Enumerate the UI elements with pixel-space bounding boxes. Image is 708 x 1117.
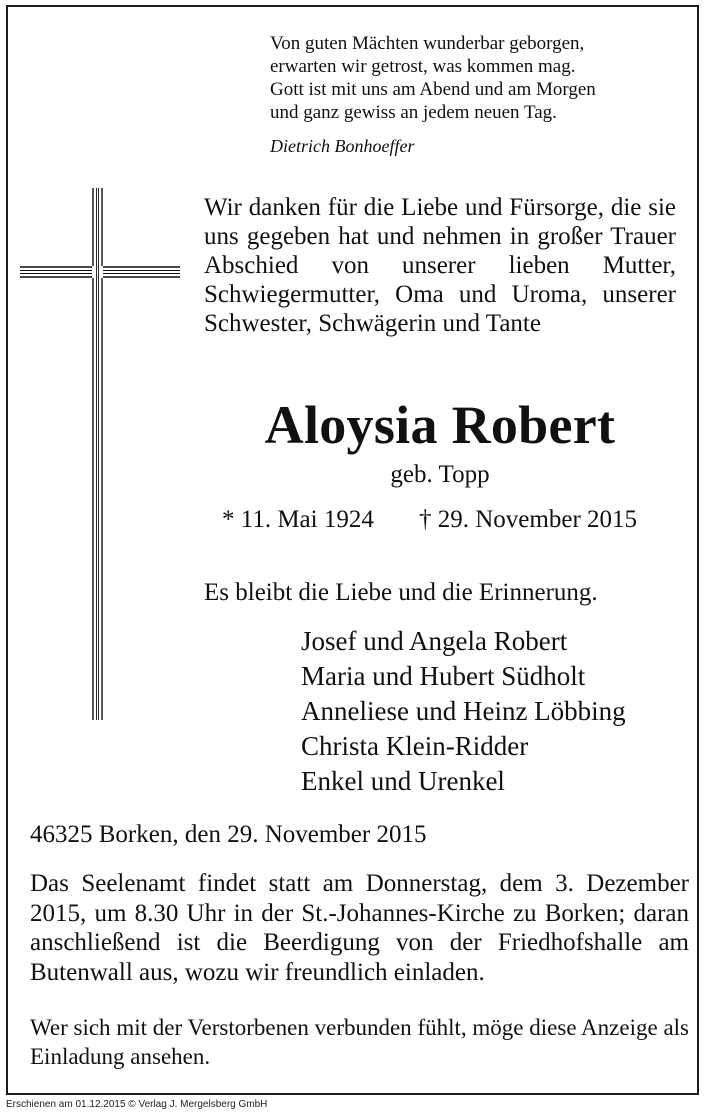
memory-line: Es bleibt die Liebe und die Erinnerung. [204, 579, 598, 606]
poem-line: Von guten Mächten wunderbar geborgen, [270, 33, 585, 54]
mourner-entry: Josef und Angela Robert [301, 626, 568, 656]
deceased-name: Aloysia Robert [264, 395, 616, 455]
publication-footer: Erschienen am 01.12.2015 © Verlag J. Mergelsberg GmbH [6, 1099, 268, 1110]
poem [270, 32, 690, 124]
birth-name: geb. Topp [390, 461, 490, 488]
poem-author: Dietrich Bonhoeffer [270, 136, 415, 156]
poem-line: und ganz gewiss an jedem neuen Tag. [270, 102, 557, 123]
mourner-entry: Maria und Hubert Südholt [301, 661, 586, 691]
poem-line: Gott ist mit uns am Abend und am Morgen [270, 79, 596, 100]
mourner-entry: Anneliese und Heinz Löbbing [301, 696, 626, 726]
mourner-entry: Enkel und Urenkel [301, 766, 505, 796]
cross-icon [20, 188, 180, 720]
service-text: Das Seelenamt findet statt am Donnerstag, dem 3. Dezember 2015, um 8.30 Uhr in der St.-Johannes-Kirche zu Borken; daran anschließend ist die Beerdigung von der Friedhofshalle am Butenwall aus, wozu wir freundlich einladen. [30, 870, 689, 986]
place-date: 46325 Borken, den 29. November 2015 [30, 821, 427, 848]
death-date: † 29. November 2015 [419, 506, 638, 533]
mourner-entry: Christa Klein-Ridder [301, 731, 529, 761]
closing-text: Wer sich mit der Verstorbenen verbunden fühlt, möge diese Anzeige als Einladung ansehen. [30, 1015, 689, 1069]
life-dates [222, 505, 662, 535]
birth-date: * 11. Mai 1924 [222, 506, 374, 533]
poem-line: erwarten wir getrost, was kommen mag. [270, 56, 576, 77]
thanks-text: Wir danken für die Liebe und Fürsorge, die sie uns gegeben hat und nehmen in großer Trauer Abschied von unserer lieben Mutter, Schwiegermutter, Oma und Uroma, unserer Schwester, Schwägerin und Tante [204, 194, 676, 337]
mourners-list [301, 624, 626, 799]
